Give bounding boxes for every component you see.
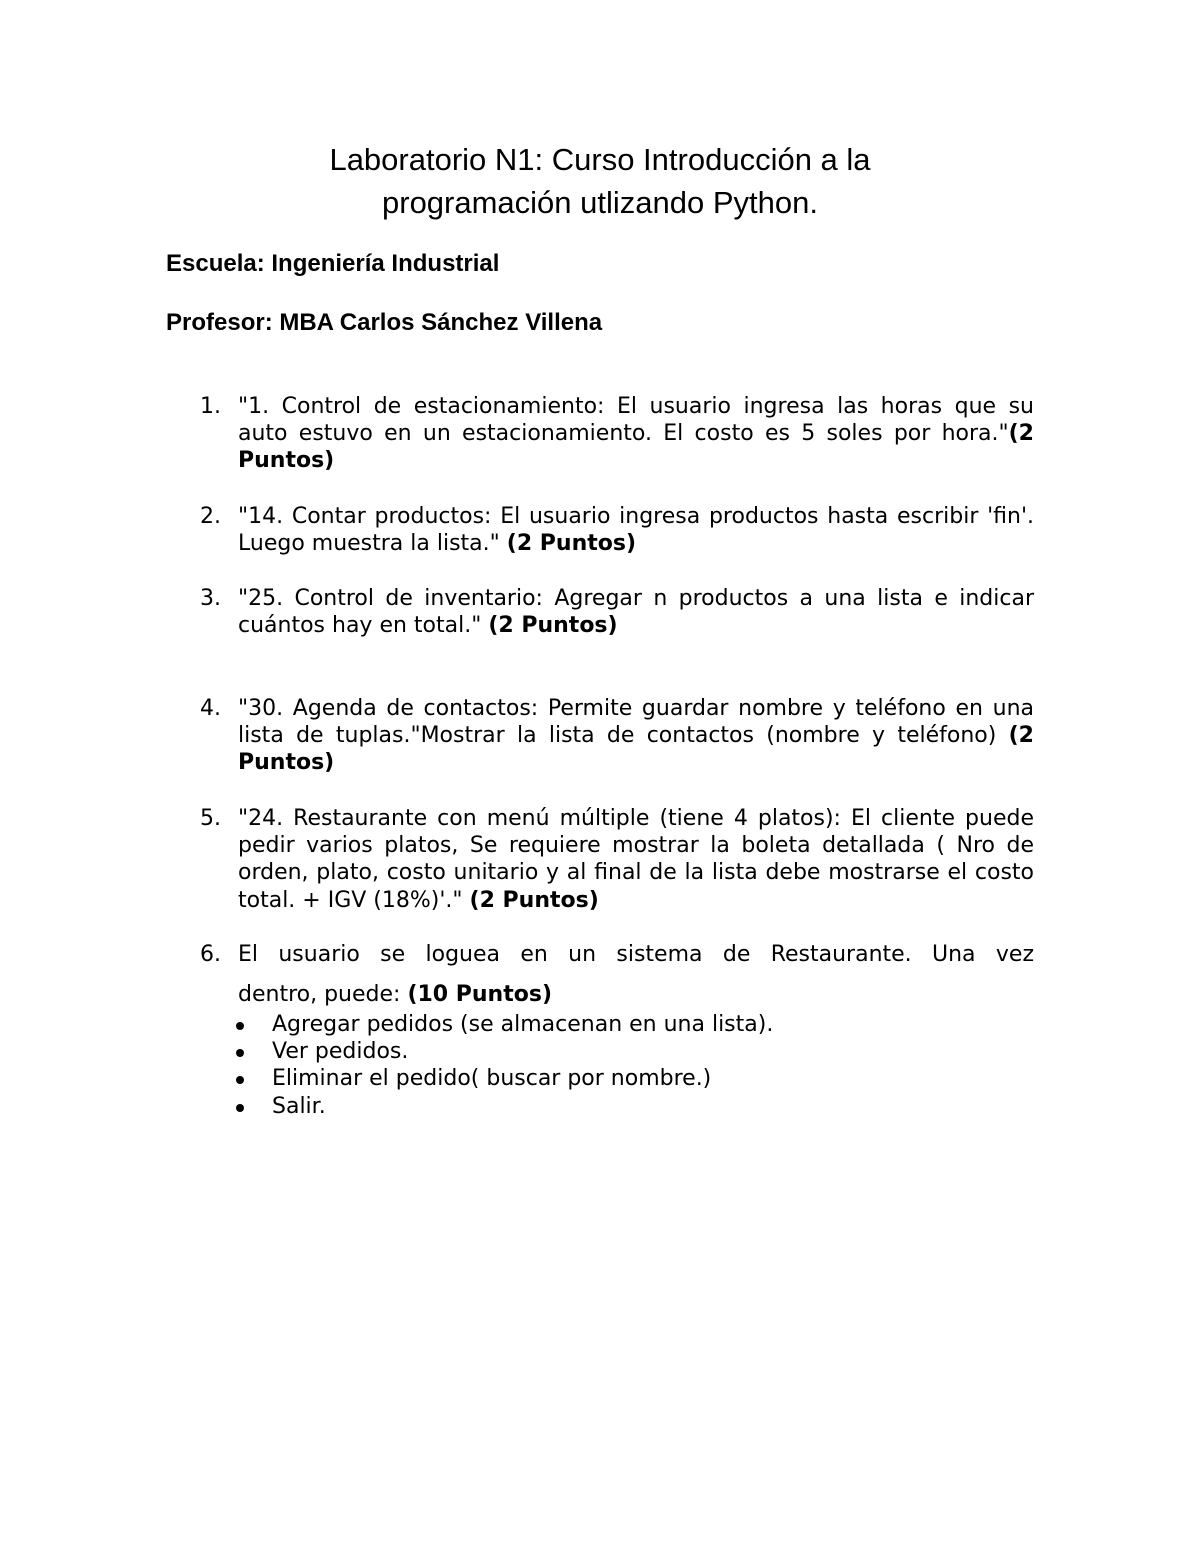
question-number: 4. [200,696,221,721]
question-body [238,805,1034,914]
bullet-icon [236,1104,244,1112]
question-number: 2. [200,504,221,529]
question-body [238,503,1034,557]
question-text-continued: dentro, puede: [238,982,408,1007]
list-item-text: Ver pedidos. [272,1039,409,1065]
question-body [238,393,1034,475]
question-text: "14. Contar productos: El usuario ingresa productos hasta escribir 'fin'. Luego muestra la lista." [238,504,1034,557]
question-body [238,585,1034,639]
question-number: 5. [200,806,221,831]
question-points: (2 Puntos) [469,887,599,913]
list-item [230,1038,773,1065]
question-number: 6. [200,942,221,967]
bullet-icon [236,1022,244,1030]
question-text: "24. Restaurante con menú múltiple (tiene 4 platos): El cliente puede pedir varios platos, Se requiere mostrar la boleta detallada ( Nro de orden, plato, costo unitario y al final de la lista debe mostrarse el costo total. + IGV (18%)'." [238,806,1034,913]
question-body [238,695,1034,777]
question-3 [200,585,1034,639]
bullet-icon [236,1049,244,1057]
list-item-text: Salir. [272,1093,326,1119]
document-title-line-2: programación utlizando Python. [382,185,818,220]
question-points: (2 Puntos) [238,421,1034,474]
question-points: (2 Puntos) [506,531,637,557]
question-5 [200,805,1034,914]
question-text: "30. Agenda de contactos: Permite guardar nombre y teléfono en una lista de tuplas."Mostrar la lista de contactos (nombre y teléfono) [238,696,1034,749]
question-text: El usuario se loguea en un sistema de Restaurante. Una vez [238,942,1034,967]
question-text: "25. Control de inventario: Agregar n productos a una lista e indicar cuántos hay en total." [238,586,1034,639]
bullet-icon [236,1076,244,1084]
question-number: 3. [200,586,221,611]
list-item [230,1011,773,1038]
question-points: (2 Puntos) [238,723,1034,776]
list-item-text: Eliminar el pedido( buscar por nombre.) [272,1066,712,1092]
question-6 [200,941,1034,1007]
question-number: 1. [200,394,221,419]
school-label: Escuela: Ingeniería Industrial [166,250,500,277]
question-text: "1. Control de estacionamiento: El usuario ingresa las horas que su auto estuvo en un estacionamiento. El costo es 5 soles por hora." [238,394,1034,447]
list-item [230,1065,773,1092]
question-2 [200,503,1034,557]
question-body-line-2 [238,981,552,1008]
list-item [230,1093,773,1120]
question-4 [200,695,1034,777]
list-item-text: Agregar pedidos (se almacenan en una lista). [272,1012,774,1037]
document-title-line-1: Laboratorio N1: Curso Introducción a la [329,142,871,177]
menu-options-list [230,1011,773,1120]
question-points: (2 Puntos) [488,613,618,639]
question-body [238,941,1034,968]
question-points: (10 Puntos) [407,982,552,1007]
question-1 [200,393,1034,475]
professor-label: Profesor: MBA Carlos Sánchez Villena [166,309,603,336]
